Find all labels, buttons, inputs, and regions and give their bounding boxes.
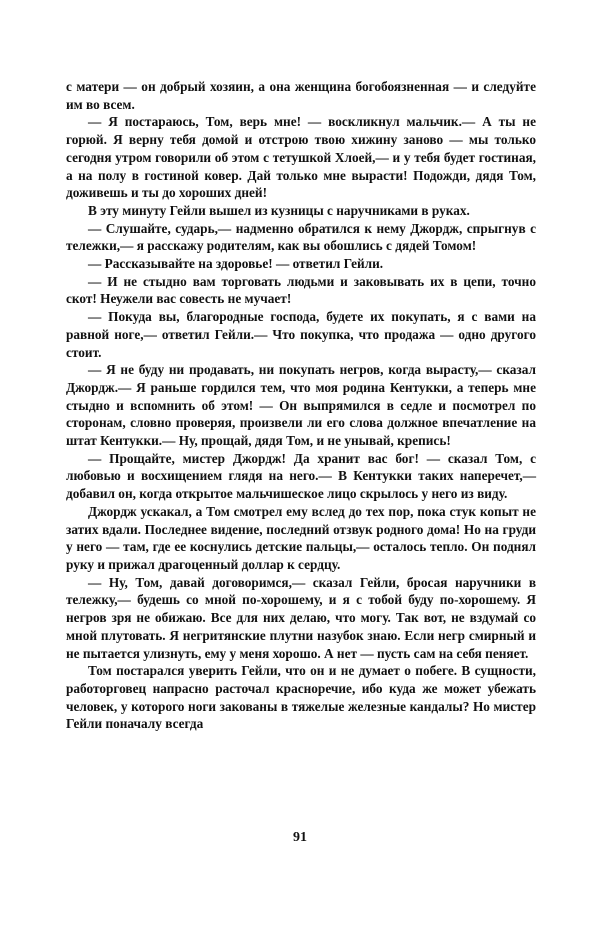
- paragraph-9: — Прощайте, мистер Джордж! Да хранит вас бог! — сказал Том, с любовью и восхищением глядя на него.— В Кентукки таких наперечет,— добавил он, когда открытое мальчишеское лицо скрылось у него из виду.: [66, 450, 536, 502]
- paragraph-12: Том постарался уверить Гейли, что он и не думает о побеге. В сущности, работорговец напрасно расточал красноречие, ибо куда же может убежать человек, у которого ноги закованы в тяжелые железные кандалы? Но мистер Гейли поначалу всегда: [66, 663, 536, 732]
- paragraph-1: с матери — он добрый хозяин, а она женщина богобоязненная — и следуйте им во всем.: [66, 79, 536, 112]
- paragraph-10: Джордж ускакал, а Том смотрел ему вслед до тех пор, пока стук копыт не затих вдали. Последнее видение, последний отзвук родного дома! Но на груди у него — там, где ее коснулись детские пальцы,— осталось тепло. Он поднял руку и прижал драгоценный доллар к сердцу.: [66, 503, 536, 572]
- page-number: 91: [293, 830, 307, 845]
- paragraph-6: — И не стыдно вам торговать людьми и заковывать их в цепи, точно скот! Неужели вас совесть не мучает!: [66, 273, 536, 307]
- paragraph-11: — Ну, Том, давай договоримся,— сказал Гейли, бросая наручники в тележку,— будешь со мной по-хорошему, и я с тобой буду по-хорошему. Я негров зря не обижаю. Все для них делаю, что могу. Так вот, не вздумай со мной плутовать. Я негритянские плутни назубок знаю. Если негр смирный и не пытается улизнуть, ему у меня хорошо. А нет — пусть сам на себя пеняет.: [66, 574, 536, 661]
- paragraph-3: В эту минуту Гейли вышел из кузницы с наручниками в руках.: [88, 202, 470, 218]
- paragraph-8: — Я не буду ни продавать, ни покупать негров, когда вырасту,— сказал Джордж.— Я раньше гордился тем, что моя родина Кентукки, а теперь мне стыдно и вспомнить об этом! — Он выпрямился в седле и посмотрел по сторонам, словно проверяя, произвели ли его слова должное впечатление на штат Кентукки.— Ну, прощай, дядя Том, и не унывай, крепись!: [66, 362, 536, 449]
- paragraph-7: — Покуда вы, благородные господа, будете их покупать, я с вами на равной ноге,— ответил Гейли.— Что покупка, что продажа — одно другого стоит.: [66, 309, 536, 360]
- paragraph-4: — Слушайте, сударь,— надменно обратился к нему Джордж, спрыгнув с тележки,— я расскажу родителям, как вы обошлись с дядей Томом!: [66, 220, 536, 254]
- page-body: [66, 78, 536, 733]
- paragraph-5: — Рассказывайте на здоровье! — ответил Гейли.: [88, 256, 384, 272]
- paragraph-2: — Я постараюсь, Том, верь мне! — воскликнул мальчик.— А ты не горюй. Я верну тебя домой и отстрою твою хижину заново — мы только сегодня утром говорили об этом с тетушкой Хлоей,— и у тебя будет гостиная, а на полу в гостиной ковер. Дай только мне вырасти! Подожди, дядя Том, доживешь и ты до хороших дней!: [66, 114, 536, 201]
